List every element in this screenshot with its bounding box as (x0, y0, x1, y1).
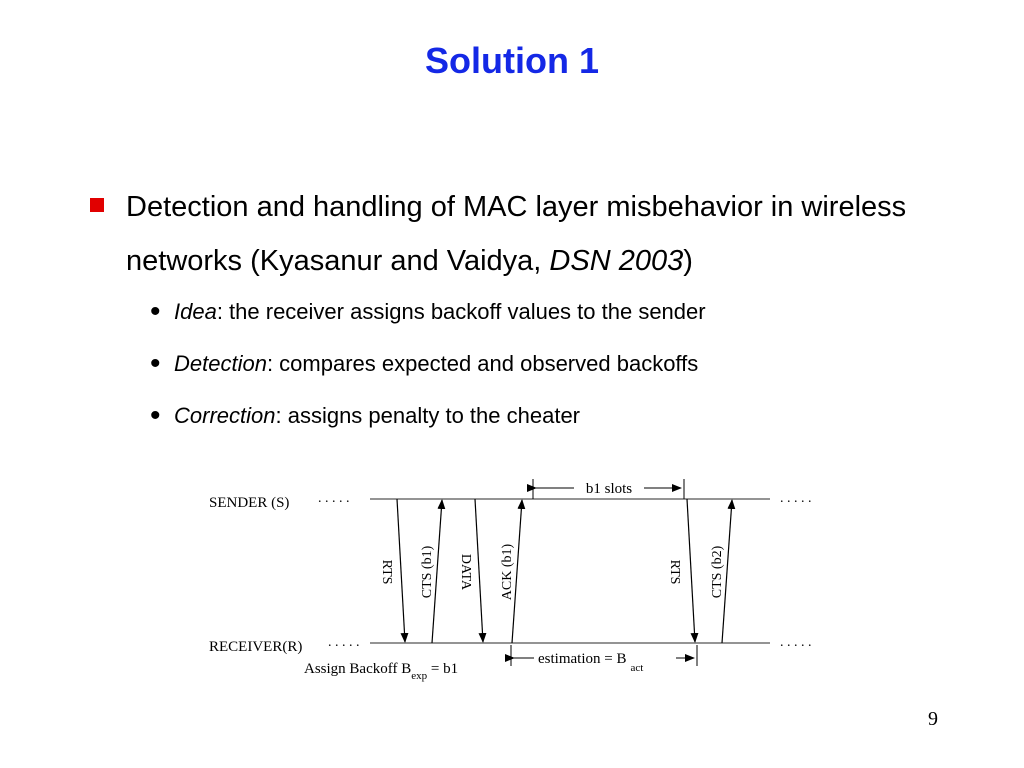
red-square-bullet-icon (90, 198, 104, 212)
rts-arrow (397, 499, 405, 642)
sub-point-term: Detection (174, 351, 267, 376)
assign-backoff-prefix: Assign Backoff B (304, 661, 412, 677)
sub-point-term: Correction (174, 403, 276, 428)
data-arrow (475, 499, 483, 642)
sub-point-text: : assigns penalty to the cheater (275, 403, 581, 428)
bullet-dot-icon: • (150, 399, 161, 432)
main-point-text: Detection and handling of MAC layer misbehavior in wireless networks (Kyasanur and Vaidya, (126, 191, 907, 277)
data-label: DATA (458, 553, 473, 591)
b1-slots-label: b1 slots (585, 481, 633, 497)
estimation-subscript: act (630, 662, 644, 674)
page-number: 9 (928, 708, 938, 730)
sub-point-term: Idea (174, 299, 217, 324)
sub-point-detection (150, 347, 699, 380)
cts-b1-label: CTS (b1) (420, 545, 435, 599)
estimation-label (538, 651, 643, 674)
rts-label: RTS (379, 559, 394, 585)
sub-point-text: : the receiver assigns backoff values to the sender (216, 299, 706, 324)
sub-point-text: : compares expected and observed backoffs (266, 351, 699, 376)
receiver-dots-right: . . . . . (780, 635, 812, 650)
estimation-prefix: estimation = B (538, 651, 627, 667)
receiver-label: RECEIVER(R) (209, 639, 303, 655)
slide-title: Solution 1 (425, 40, 599, 81)
sender-dots-right: . . . . . (780, 491, 812, 506)
backoff-timing-diagram (200, 470, 850, 690)
main-point (126, 180, 956, 288)
ack-b1-label: ACK (b1) (500, 543, 515, 601)
cts-b2-label: CTS (b2) (710, 545, 725, 599)
sub-point-idea (150, 295, 706, 328)
rts-label-2: RTS (667, 559, 682, 585)
main-point-closing: ) (683, 245, 693, 277)
sender-label: SENDER (S) (209, 495, 290, 511)
assign-backoff-subscript: exp (411, 670, 428, 682)
assign-backoff-label (304, 661, 458, 682)
sub-point-correction (150, 399, 581, 432)
bullet-dot-icon: • (150, 295, 161, 328)
sender-dots-left: . . . . . (318, 491, 350, 506)
bullet-dot-icon: • (150, 347, 161, 380)
rts-arrow-2 (687, 499, 695, 642)
assign-backoff-suffix: = b1 (427, 661, 459, 677)
receiver-dots-left: . . . . . (328, 635, 360, 650)
main-point-venue: DSN 2003 (549, 245, 684, 277)
